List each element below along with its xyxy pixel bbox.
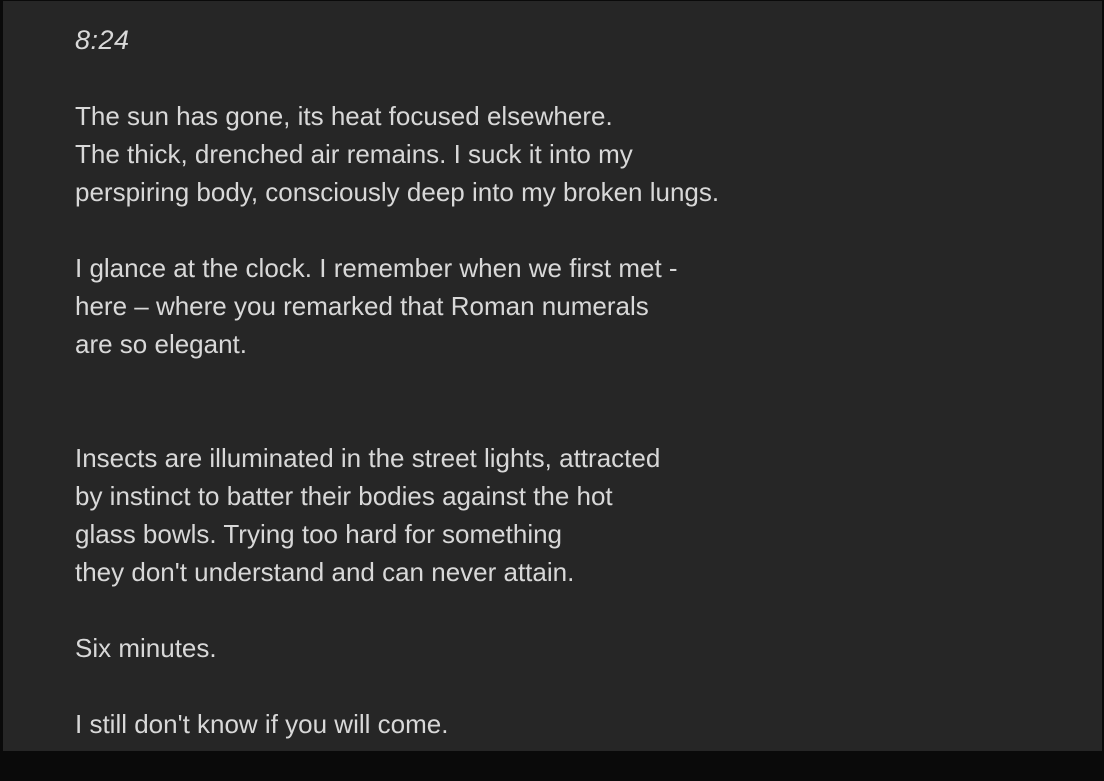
poem-line: by instinct to batter their bodies against the hot [75,481,613,511]
stanza-insects [75,439,719,591]
poem-line: they don't understand and can never attain. [75,557,575,587]
stanza-sun [75,97,719,211]
poem-line: glass bowls. Trying too hard for something [75,519,563,549]
time-heading: 8:24 [75,25,130,55]
poem-line: are so elegant. [75,329,248,359]
stanza-closing [75,705,719,743]
poem-line: perspiring body, consciously deep into my broken lungs. [75,177,720,207]
poem-line: The sun has gone, its heat focused elsewhere. [75,101,613,131]
stanza-clock [75,249,719,363]
poem-line: Insects are illuminated in the street lights, attracted [75,443,661,473]
poem-text-block [75,21,719,781]
poem-line: here – where you remarked that Roman numerals [75,291,649,321]
stanza-six-minutes [75,629,719,667]
poem-line: I still don't know if you will come. [75,709,449,739]
poem-line: Six minutes. [75,633,217,663]
poem-line: I glance at the clock. I remember when we first met - [75,253,678,283]
poem-line: The thick, drenched air remains. I suck it into my [75,139,633,169]
slide-background [3,1,1102,751]
